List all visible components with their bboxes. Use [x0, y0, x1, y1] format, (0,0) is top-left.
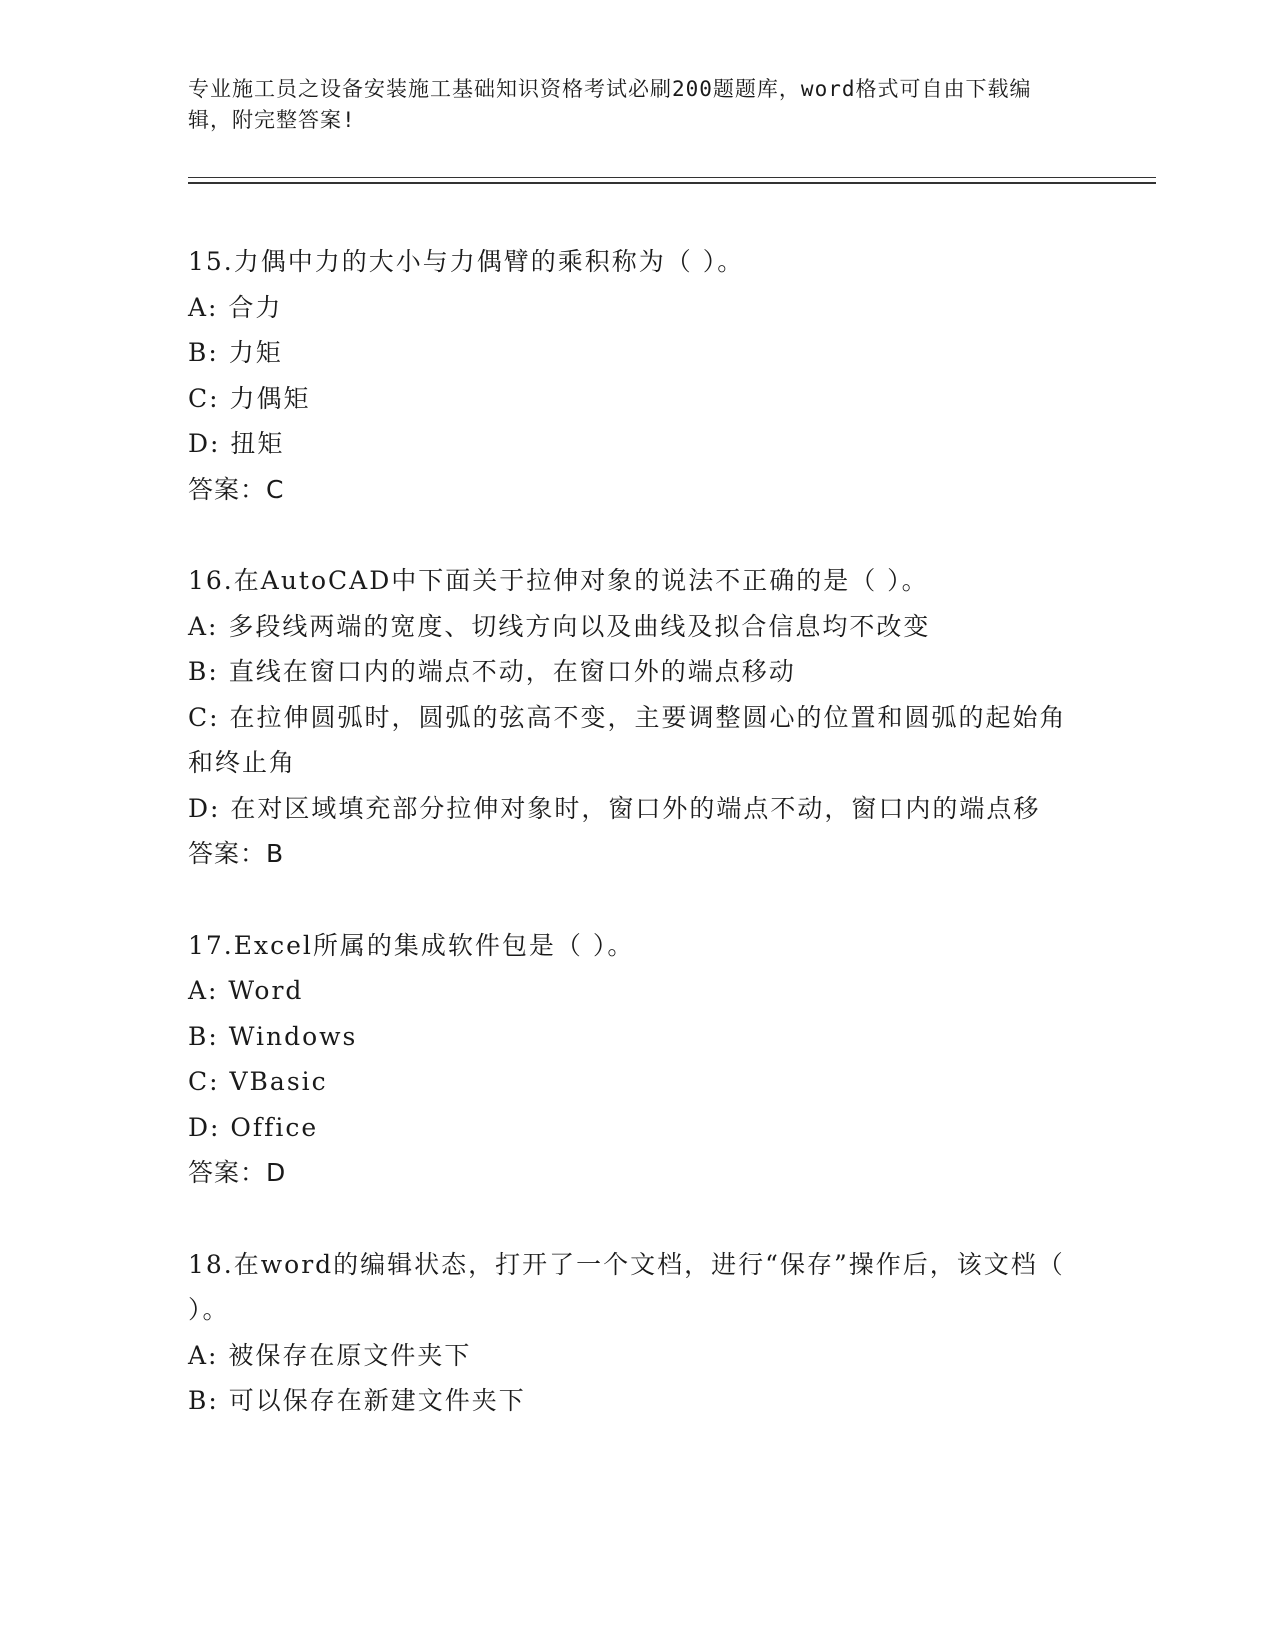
option-d: D: 在对区域填充部分拉伸对象时，窗口外的端点不动，窗口内的端点移 — [188, 793, 1041, 823]
answer-label: 答案：C — [188, 474, 285, 504]
answer-label: 答案：D — [188, 1158, 287, 1187]
option-d: D: 扭矩 — [188, 429, 285, 458]
option-b: B: 力矩 — [188, 338, 283, 367]
option-a: A: 合力 — [188, 292, 283, 322]
option-c: C: 在拉伸圆弧时，圆弧的弦高不变，主要调整圆心的位置和圆弧的起始角和终止角 — [188, 702, 1067, 777]
option-a: A: Word — [188, 976, 304, 1005]
question-stem: 15.力偶中力的大小与力偶臂的乘积称为（ ）。 — [188, 247, 745, 276]
option-a: A: 多段线两端的宽度、切线方向以及曲线及拟合信息均不改变 — [188, 611, 931, 641]
question-stem: 18.在word的编辑状态，打开了一个文档，进行“保存”操作后，该文档（ ）。 — [188, 1249, 1075, 1324]
header-divider-thin — [188, 177, 1156, 178]
question-18 — [188, 1242, 1075, 1424]
option-d: D: Office — [188, 1112, 319, 1142]
option-b: B: Windows — [188, 1021, 358, 1051]
question-15 — [188, 239, 1068, 512]
question-stem: 16.在AutoCAD中下面关于拉伸对象的说法不正确的是（ ）。 — [188, 566, 929, 595]
document-header-title: 专业施工员之设备安装施工基础知识资格考试必刷200题题库，word格式可自由下载编辑，附完整答案! — [188, 77, 1032, 132]
option-a: A: 被保存在原文件夹下 — [188, 1340, 472, 1370]
option-c: C: 力偶矩 — [188, 383, 311, 413]
question-16 — [188, 558, 1068, 877]
answer-label: 答案：B — [188, 839, 285, 868]
option-b: B: 可以保存在新建文件夹下 — [188, 1386, 526, 1415]
question-stem: 17.Excel所属的集成软件包是（ ）。 — [188, 930, 635, 960]
question-17 — [188, 923, 1068, 1196]
header-divider-thick — [188, 182, 1156, 184]
question-list — [188, 239, 1075, 1470]
option-c: C: VBasic — [188, 1067, 328, 1096]
option-b: B: 直线在窗口内的端点不动，在窗口外的端点移动 — [188, 657, 796, 686]
